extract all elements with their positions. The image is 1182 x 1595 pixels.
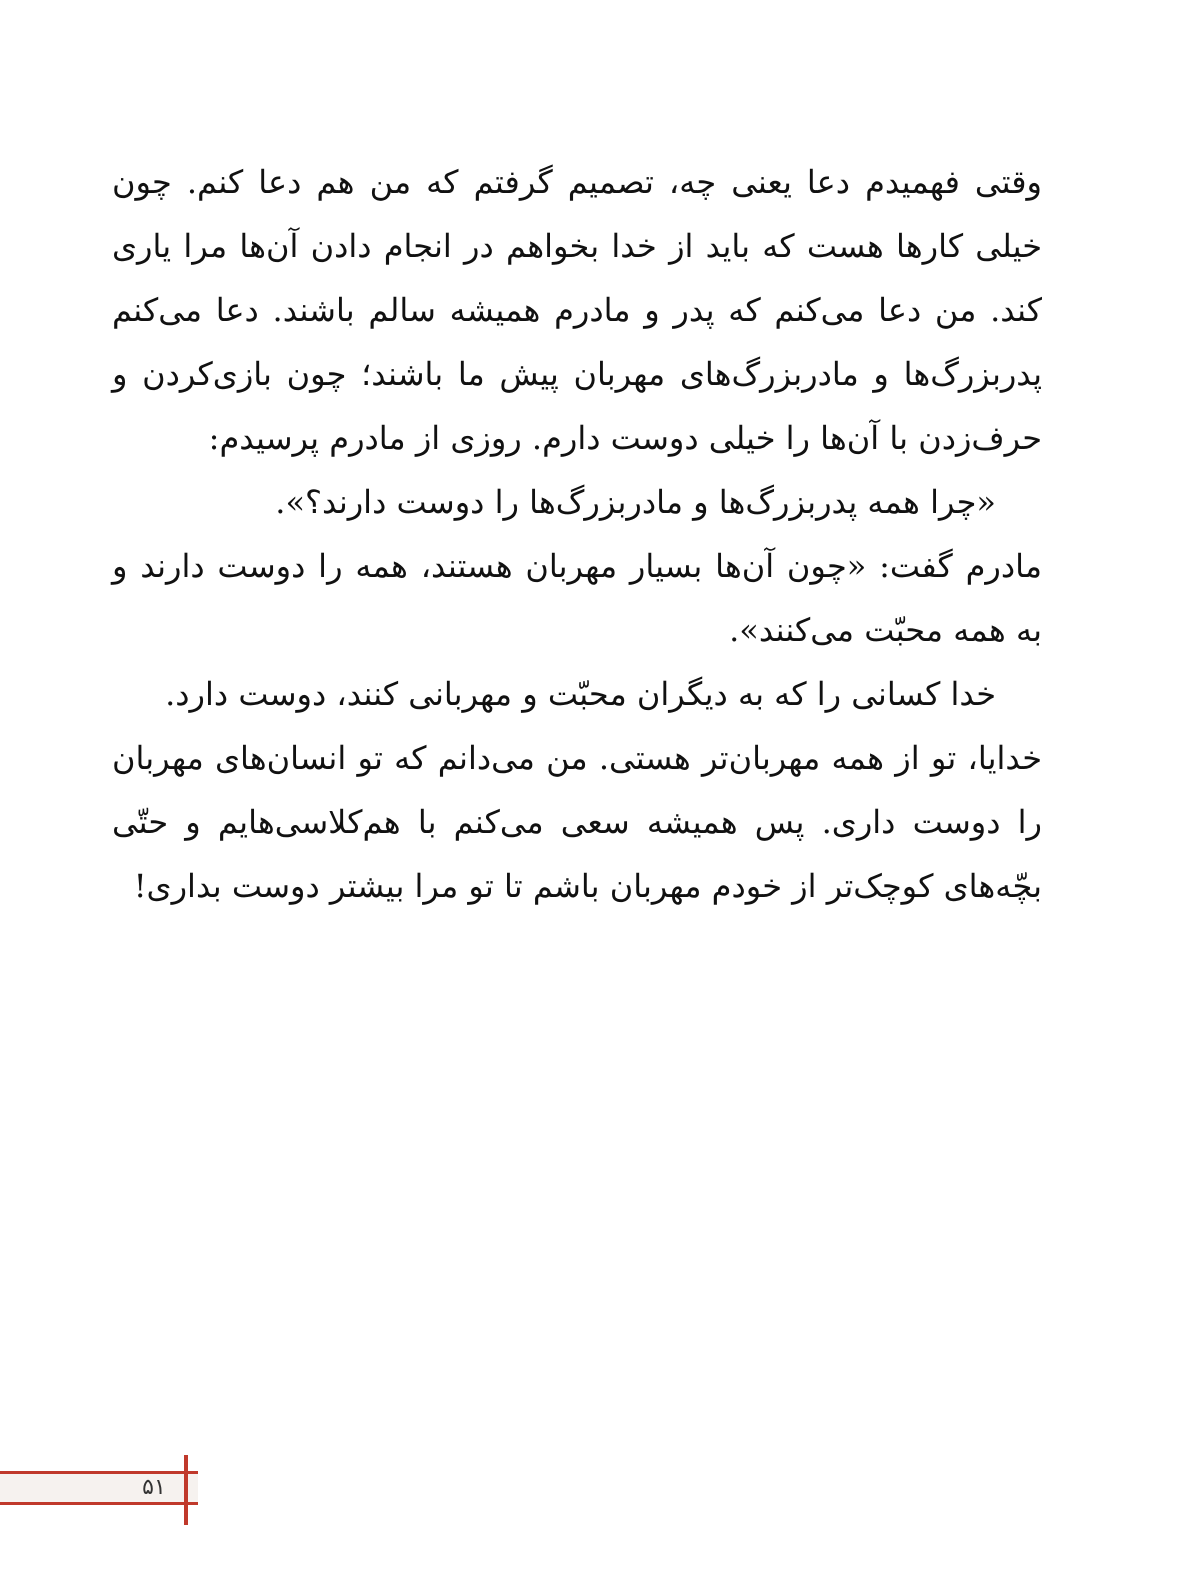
paragraph-god-loves: خدا کسانی را که به دیگران محبّت و مهربانی کنند، دوست دارد. — [165, 675, 996, 713]
paragraph-closing-prayer: خدایا، تو از همه مهربان‌تر هستی. من می‌دانم که تو انسان‌های مهربان را دوست داری. پس همیشه سعی می‌کنم با هم‌کلاسی‌هایم و حتّی بچّه‌های کوچک‌تر از خودم مهربان باشم تا تو مرا بیشتر دوست بداری! — [112, 739, 1042, 905]
paragraph-mother-answer: مادرم گفت: «چون آن‌ها بسیار مهربان هستند، همه را دوست دارند و به همه محبّت می‌کنند». — [112, 547, 1042, 649]
page-body — [112, 150, 1042, 918]
quote-question: «چرا همه پدربزرگ‌ها و مادربزرگ‌ها را دوست دارند؟». — [275, 483, 996, 521]
page-number-divider — [184, 1455, 188, 1525]
page-number-strip — [0, 1455, 215, 1525]
paragraph-prayer-intro: وقتی فهمیدم دعا یعنی چه، تصمیم گرفتم که من هم دعا کنم. چون خیلی کارها هست که باید از خدا بخواهم در انجام دادن آن‌ها مرا یاری کند. من دعا می‌کنم که پدر و مادرم همیشه سالم باشند. دعا می‌کنم پدربزرگ‌ها و مادربزرگ‌های مهربان پیش ما باشند؛ چون بازی‌کردن و حرف‌زدن با آن‌ها را خیلی دوست دارم. روزی از مادرم پرسیدم: — [112, 163, 1043, 457]
page-number: ۵۱ — [142, 1475, 166, 1500]
